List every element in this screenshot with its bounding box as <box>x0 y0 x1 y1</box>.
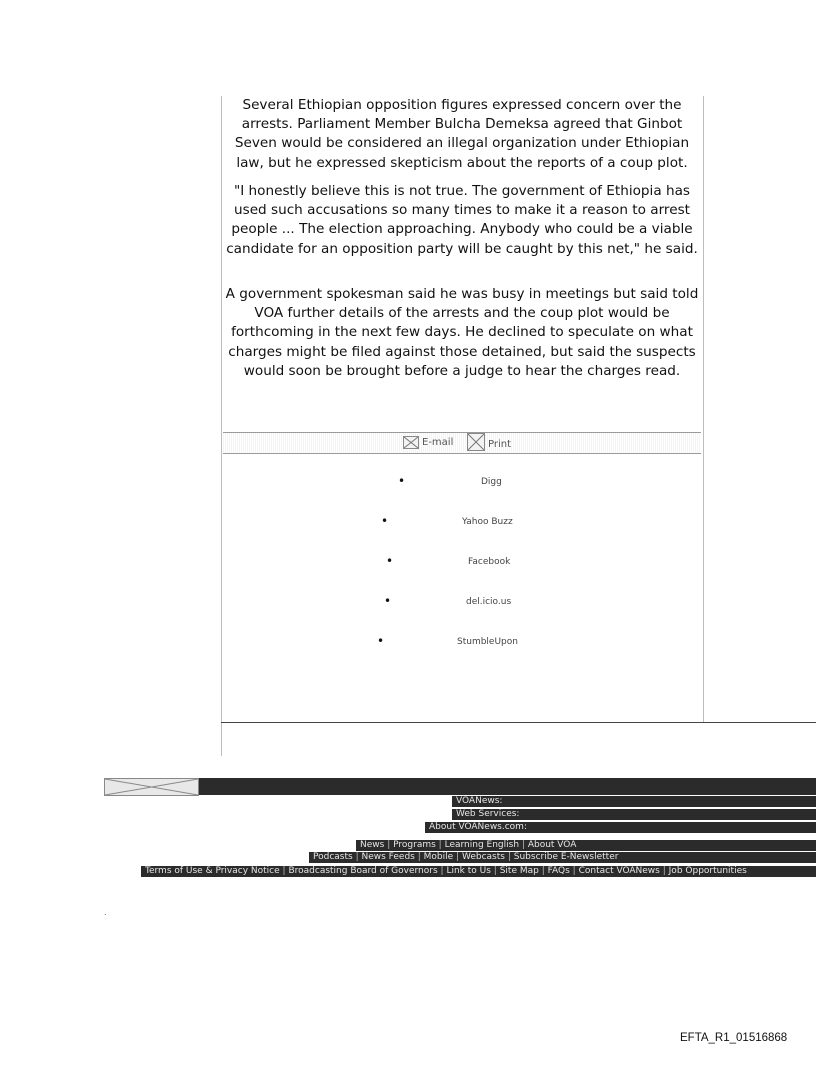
footer-link-terms-privacy[interactable]: Terms of Use & Privacy Notice <box>145 866 280 876</box>
social-link-facebook[interactable]: Facebook <box>468 557 511 567</box>
footer-nav-row-1 <box>356 840 816 851</box>
footer-separator: | <box>282 866 286 876</box>
footer-link-contact[interactable]: Contact VOANews <box>578 866 660 876</box>
list-bullet: • <box>377 634 385 648</box>
share-toolbar <box>223 432 701 454</box>
footer-separator: | <box>438 840 442 850</box>
footer-separator: | <box>572 866 576 876</box>
list-bullet: • <box>398 474 406 488</box>
print-label: Print <box>488 439 512 450</box>
footer-link-programs[interactable]: Programs <box>393 840 436 850</box>
article-paragraph: "I honestly believe this is not true. The government of Ethiopia has used such accusations so many times to make it a reason to arrest people ... The election approaching. Anybody who could be a viable candidate for an opposition party will be caught by this net," he said. <box>226 183 698 257</box>
list-bullet: • <box>386 554 394 568</box>
footer-separator: | <box>493 866 497 876</box>
broken-image-icon <box>104 778 199 796</box>
footer-link-mobile[interactable]: Mobile <box>423 852 454 862</box>
footer-link-bbg[interactable]: Broadcasting Board of Governors <box>288 866 438 876</box>
footer-link-about-voa[interactable]: About VOA <box>527 840 577 850</box>
footer-separator: | <box>355 852 359 862</box>
footer-separator: | <box>440 866 444 876</box>
article-right-border <box>703 96 704 722</box>
footer-heading-about: About VOANews.com: <box>425 822 816 833</box>
email-label: E-mail <box>422 437 454 448</box>
social-link-digg[interactable]: Digg <box>481 477 502 487</box>
footer-separator: | <box>507 852 511 862</box>
footer-link-link-to-us[interactable]: Link to Us <box>446 866 491 876</box>
footer-separator: | <box>456 852 460 862</box>
social-link-delicious[interactable]: del.icio.us <box>466 597 512 607</box>
email-link[interactable] <box>403 436 453 449</box>
list-bullet: • <box>384 594 392 608</box>
footer-link-news[interactable]: News <box>360 840 385 850</box>
footer-heading-web-services: Web Services: <box>452 809 816 820</box>
footer-heading-voanews: VOANews: <box>452 796 816 807</box>
print-link[interactable] <box>467 433 511 451</box>
footer-link-jobs[interactable]: Job Opportunities <box>668 866 747 876</box>
article-paragraph: Several Ethiopian opposition figures expressed concern over the arrests. Parliament Member Bulcha Demeksa agreed that Ginbot Seven would be considered an illegal organization under Ethiopian law, but he expressed skepticism about the reports of a coup plot. <box>234 97 690 171</box>
footer-banner <box>104 778 816 795</box>
article-paragraph: A government spokesman said he was busy in meetings but said told VOA further details of the arrests and the coup plot would be forthcoming in the next few days. He declined to speculate on what charges might be filed against those detained, but said the suspects would soon be brought before a judge to hear the charges read. <box>225 286 699 379</box>
footer-separator: | <box>417 852 421 862</box>
broken-image-icon <box>403 436 419 449</box>
footer-separator: | <box>521 840 525 850</box>
footer-link-learning-english[interactable]: Learning English <box>444 840 520 850</box>
footer-link-faqs[interactable]: FAQs <box>547 866 570 876</box>
social-link-yahoo-buzz[interactable]: Yahoo Buzz <box>462 517 513 527</box>
footer-nav-row-3 <box>141 866 816 877</box>
footer-link-news-feeds[interactable]: News Feeds <box>361 852 415 862</box>
broken-image-icon <box>467 433 485 451</box>
footer-link-webcasts[interactable]: Webcasts <box>461 852 505 862</box>
footer-link-podcasts[interactable]: Podcasts <box>313 852 353 862</box>
footer-separator: | <box>541 866 545 876</box>
article-left-border <box>221 96 222 756</box>
social-link-stumbleupon[interactable]: StumbleUpon <box>457 637 518 647</box>
page-marker: . <box>104 908 107 917</box>
footer-nav-row-2 <box>309 852 816 863</box>
footer-separator: | <box>662 866 666 876</box>
footer-link-site-map[interactable]: Site Map <box>499 866 539 876</box>
list-bullet: • <box>381 514 389 528</box>
footer-link-subscribe-newsletter[interactable]: Subscribe E-Newsletter <box>513 852 619 862</box>
article-bottom-rule <box>221 722 816 723</box>
document-id: EFTA_R1_01516868 <box>680 1032 788 1044</box>
footer-separator: | <box>387 840 391 850</box>
